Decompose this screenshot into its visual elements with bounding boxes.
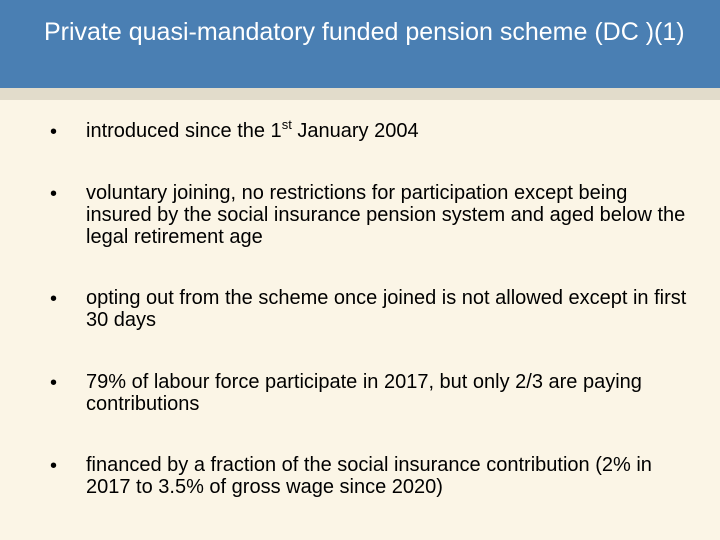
bullet-text: opting out from the scheme once joined is not allowed except in first 30 days <box>86 287 687 331</box>
bullet-text-end: January 2004 <box>291 120 419 142</box>
bullet-icon: • <box>50 288 58 310</box>
bullet-icon: • <box>50 372 58 394</box>
bullet-text: financed by a fraction of the social insurance contribution (2% in 2017 to 3.5% of gross wage since 2020) <box>86 454 652 498</box>
bullet-text: voluntary joining, no restrictions for participation except being insured by the social insurance pension system and aged below the legal retirement age <box>86 182 686 248</box>
bullet-text: 79% of labour force participate in 2017, but only 2/3 are paying contributions <box>86 371 642 415</box>
bullet-icon: • <box>50 455 58 477</box>
bullet-text <box>86 117 696 142</box>
slide-title: Private quasi-mandatory funded pension scheme (DC )(1) <box>44 18 685 46</box>
bullet-icon: • <box>50 121 58 143</box>
ordinal-superscript: st <box>281 117 292 132</box>
bullet-text-start: introduced since the 1 <box>86 120 282 142</box>
bullet-icon: • <box>50 183 58 205</box>
